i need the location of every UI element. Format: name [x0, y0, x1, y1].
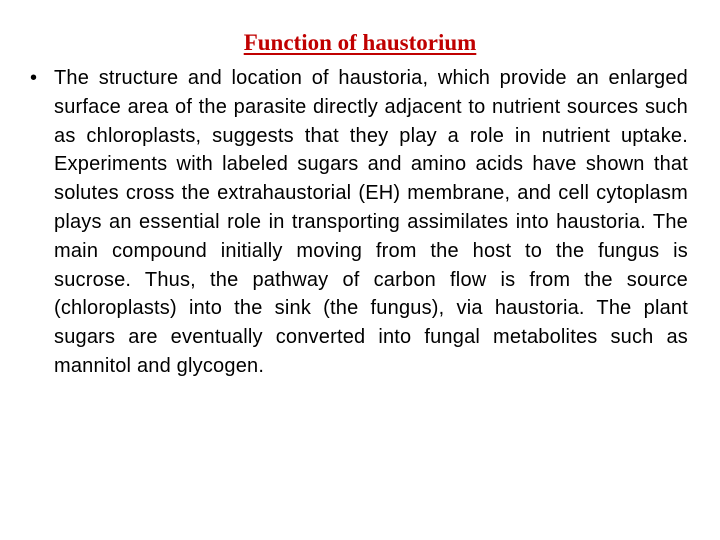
bullet-item	[30, 64, 690, 381]
bullet-paragraph: The structure and location of haustoria, which provide an enlarged surface area of the parasite directly adjacent to nutrient sources such as chloroplasts, suggests that they play a role in nutrient uptake. Experiments with labeled sugars and amino acids have shown that solutes cross the extrahaustorial (EH) membrane, and cell cytoplasm plays an essential role in transporting assimilates into haustoria. The main compound initially moving from the host to the fungus is sucrose. Thus, the pathway of carbon flow is from the source (chloroplasts) into the sink (the fungus), via haustoria. The plant sugars are eventually converted into fungal metabolites such as mannitol and glycogen.	[54, 67, 688, 377]
slide-title: Function of haustorium	[243, 30, 477, 55]
bullet-icon: •	[30, 67, 38, 89]
